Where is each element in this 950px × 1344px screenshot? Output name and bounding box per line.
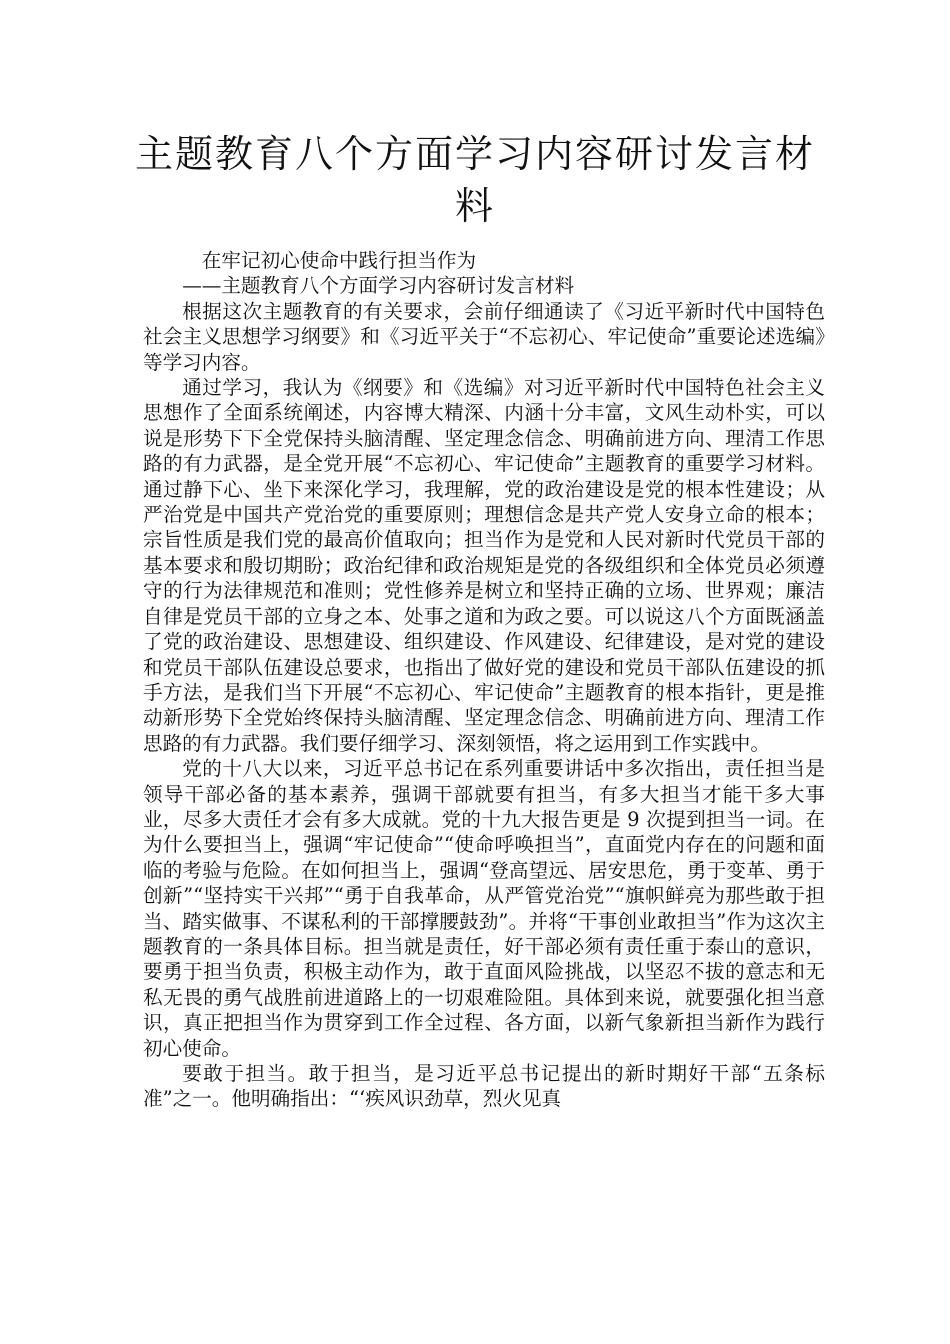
document-subtitle: 在牢记初心使命中践行担当作为 — [201, 249, 477, 272]
document-body — [143, 248, 825, 1112]
document-subtitle-secondary: ——主题教育八个方面学习内容研讨发言材料 — [182, 274, 575, 298]
paragraph: 党的十八大以来，习近平总书记在系列重要讲话中多次指出，责任担当是领导干部必备的基本素养，强调干部就要有担当，有多大担当才能干多大事业，尽多大责任才会有多大成就。党的十九大报告更是 9 次提到担当一词。在为什么要担当上，强调“牢记使命”“使命呼唤担当”，直面党内存在的问题和面临的考验与危险。在如何担当上，强调“登高望远、居安思危，勇于变革、勇于创新”“坚持实干兴邦”“勇于自我革命，从严管党治党”“旗帜鲜亮为那些敢于担当、踏实做事、不谋私利的干部撑腰鼓劲”。并将“干事创业敢担当”作为这次主题教育的一条具体目标。担当就是责任，好干部必须有责任重于泰山的意识，要勇于担当负责，积极主动作为，敢于直面风险挑战，以坚忍不拔的意志和无私无畏的勇气战胜前进道路上的一切艰难险阻。具体到来说，就要强化担当意识，真正把担当作为贯穿到工作全过程、各方面，以新气象新担当新作为践行初心使命。 — [143, 757, 825, 1060]
document-title: 主题教育八个方面学习内容研讨发言材料 — [134, 132, 815, 228]
paragraph: 根据这次主题教育的有关要求，会前仔细通读了《习近平新时代中国特色社会主义思想学习纲要》和《习近平关于“不忘初心、牢记使命”重要论述选编》等学习内容。 — [143, 299, 825, 374]
paragraph: 通过学习，我认为《纲要》和《选编》对习近平新时代中国特色社会主义思想作了全面系统阐述，内容博大精深、内涵十分丰富，文风生动朴实，可以说是形势下下全党保持头脑清醒、坚定理念信念、明确前进方向、理清工作思路的有力武器，是全党开展“不忘初心、牢记使命”主题教育的重要学习材料。通过静下心、坐下来深化学习，我理解，党的政治建设是党的根本性建设；从严治党是中国共产党治党的重要原则；理想信念是共产党人安身立命的根本；宗旨性质是我们党的最高价值取向；担当作为是党和人民对新时代党员干部的基本要求和殷切期盼；政治纪律和政治规矩是党的各级组织和全体党员必须遵守的行为法律规范和准则；党性修养是树立和坚持正确的立场、世界观；廉洁自律是党员干部的立身之本、处事之道和为政之要。可以说这八个方面既涵盖了党的政治建设、思想建设、组织建设、作风建设、纪律建设，是对党的建设和党员干部队伍建设总要求，也指出了做好党的建设和党员干部队伍建设的抓手方法，是我们当下开展“不忘初心、牢记使命”主题教育的根本指针，更是推动新形势下全党始终保持头脑清醒、坚定理念信念、明确前进方向、理清工作思路的有力武器。我们要仔细学习、深刻领悟，将之运用到工作实践中。 — [143, 376, 825, 755]
paragraph: 要敢于担当。敢于担当，是习近平总书记提出的新时期好干部“五条标准”之一。他明确指出：“‘疾风识劲草，烈火见真 — [143, 1062, 825, 1111]
